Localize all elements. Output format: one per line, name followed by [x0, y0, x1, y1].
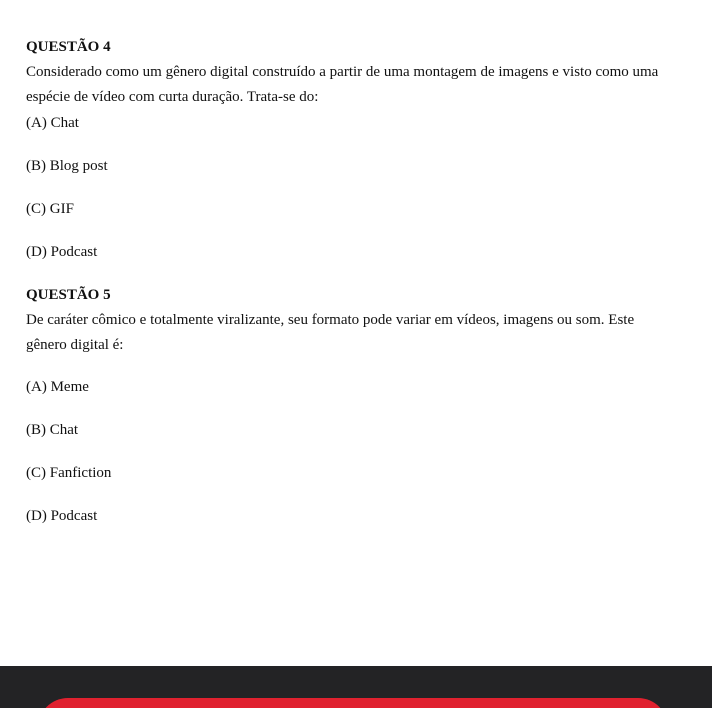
- question-5: [26, 286, 666, 524]
- question-5-text: De caráter cômico e totalmente viralizante, seu formato pode variar em vídeos, imagens ou som. Este gênero digital é:: [26, 312, 635, 353]
- question-5-option-d[interactable]: (D) Podcast: [26, 508, 98, 524]
- question-4-option-d[interactable]: (D) Podcast: [26, 244, 98, 260]
- question-5-option-b[interactable]: (B) Chat: [26, 422, 79, 438]
- question-4-title: QUESTÃO 4: [26, 39, 111, 55]
- question-5-option-a[interactable]: (A) Meme: [26, 379, 89, 395]
- question-4-option-b[interactable]: (B) Blog post: [26, 158, 108, 174]
- question-5-title: QUESTÃO 5: [26, 287, 111, 303]
- question-5-option-c[interactable]: (C) Fanfiction: [26, 465, 112, 481]
- footer-action-button[interactable]: [38, 698, 668, 708]
- question-4-option-a[interactable]: (A) Chat: [26, 115, 79, 131]
- question-4: [26, 38, 690, 260]
- footer-bar: [0, 666, 712, 708]
- question-4-option-c[interactable]: (C) GIF: [26, 201, 74, 217]
- question-4-text: Considerado como um gênero digital construído a partir de uma montagem de imagens e visto como uma espécie de vídeo com curta duração. Trata-se do:: [26, 64, 659, 105]
